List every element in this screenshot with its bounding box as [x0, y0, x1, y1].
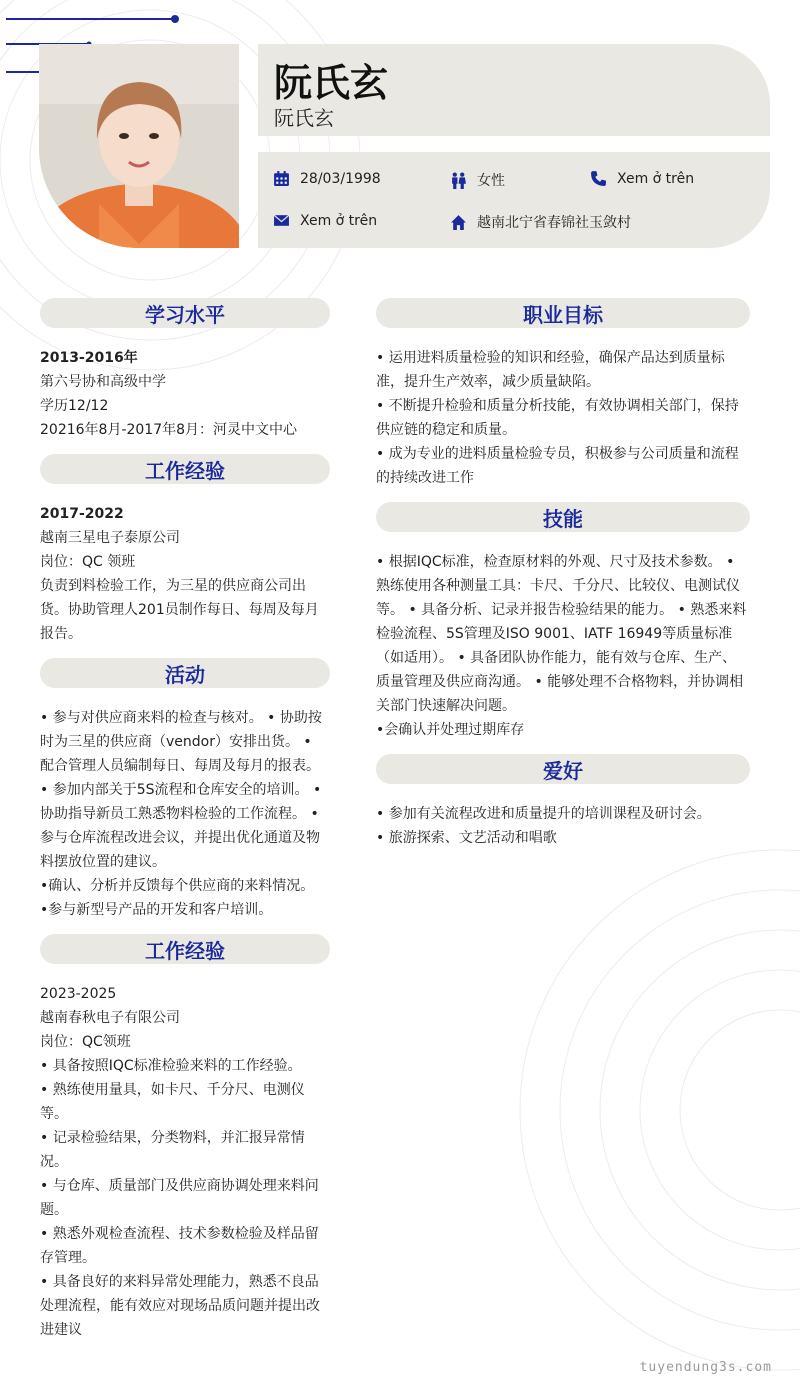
- contact-info: [258, 152, 770, 248]
- work-2-line: 岗位：QC领班: [40, 1034, 131, 1050]
- section-title-work-1: 工作经验: [40, 454, 330, 484]
- skills-section: [376, 502, 750, 742]
- work-experience-section-1: [40, 454, 330, 646]
- education-period: 2013-2016年: [40, 350, 138, 366]
- work-2-line: • 具备按照IQC标准检验来料的工作经验。: [40, 1058, 302, 1074]
- skills-line: •会确认并处理过期库存: [376, 722, 525, 738]
- work-2-line: • 熟悉外观检查流程、技术参数检验及样品留存管理。: [40, 1226, 319, 1266]
- work-1-body: [40, 502, 330, 646]
- work-2-line: • 与仓库、质量部门及供应商协调处理来料问题。: [40, 1178, 319, 1218]
- objective-line: • 成为专业的进料质量检验专员，积极参与公司质量和流程的持续改进工作: [376, 446, 739, 486]
- work-2-line: • 记录检验结果，分类物料，并汇报异常情况。: [40, 1130, 305, 1170]
- info-birthdate: [273, 170, 381, 187]
- mail-icon: [273, 212, 290, 229]
- phone-icon: [590, 170, 607, 187]
- section-title-work-2: 工作经验: [40, 934, 330, 964]
- info-email: [273, 212, 377, 229]
- info-phone: [590, 170, 694, 187]
- skills-line: • 根据IQC标准，检查原材料的外观、尺寸及技术参数。 • 熟练使用各种测量工具：卡尺、千分尺、比较仪、电测试仪等。 • 具备分析、记录并报告检验结果的能力。 • 熟悉来料检验流程、5S管理及ISO 9001、IATF 16949等质量标准（如适用）。 • 具备团队协作能力，能有效与仓库、生产、质量管理及供应商沟通。 • 能够处理不合格物料，并协调相关部门快速解决问题。: [376, 554, 747, 714]
- objective-section: [376, 298, 750, 490]
- hobbies-body: [376, 802, 750, 850]
- full-name: 阮氏玄: [274, 61, 389, 105]
- hobbies-section: [376, 754, 750, 850]
- activities-line: • 参与对供应商来料的检查与核对。 • 协助按时为三星的供应商（vendor）安排出货。 • 配合管理人员编制每日、每周及每月的报表。 • 参加内部关于5S流程和仓库安全的培训。 • 协助指导新员工熟悉物料检验的工作流程。 • 参与仓库流程改进会议，并提出优化通道及物料摆放位置的建议。: [40, 710, 322, 870]
- activities-body: [40, 706, 330, 922]
- education-line: 20216年8月-2017年8月：河灵中文中心: [40, 422, 298, 438]
- info-address: [450, 212, 631, 232]
- hobbies-line: • 参加有关流程改进和质量提升的培训课程及研讨会。: [376, 806, 711, 822]
- work-2-line: • 具备良好的来料异常处理能力，熟悉不良品处理流程，能有效应对现场品质问题并提出改进建议: [40, 1274, 320, 1338]
- section-title-education: 学习水平: [40, 298, 330, 328]
- objective-line: • 不断提升检验和质量分析技能，有效协调相关部门，保持供应链的稳定和质量。: [376, 398, 739, 438]
- work-1-line: 越南三星电子泰原公司: [40, 530, 180, 546]
- skills-body: [376, 550, 750, 742]
- work-1-period: 2017-2022: [40, 506, 124, 522]
- education-body: [40, 346, 330, 442]
- address-value: 越南北宁省春锦社玉敛村: [477, 215, 631, 231]
- email-value: Xem ở trên: [300, 212, 378, 229]
- section-title-objective: 职业目标: [376, 298, 750, 328]
- work-2-line: 越南春秋电子有限公司: [40, 1010, 180, 1026]
- work-1-line: 岗位：QC 领班: [40, 554, 136, 570]
- hobbies-line: • 旅游探索、文艺活动和唱歌: [376, 830, 557, 846]
- left-column: [40, 298, 330, 1354]
- watermark: tuyendung3s.com: [639, 1360, 772, 1375]
- calendar-icon: [273, 170, 290, 187]
- education-line: 第六号协和高级中学: [40, 374, 166, 390]
- name-subtitle: 阮氏玄: [274, 106, 334, 130]
- activities-line: •参与新型号产品的开发和客户培训。: [40, 902, 273, 918]
- birthdate-value: 28/03/1998: [300, 170, 381, 187]
- work-1-line: 负责到料检验工作，为三星的供应商公司出货。协助管理人201员制作每日、每周及每月报告。: [40, 578, 319, 642]
- profile-photo: [39, 44, 239, 248]
- education-line: 学历12/12: [40, 398, 109, 414]
- avatar: [39, 44, 239, 248]
- education-section: [40, 298, 330, 442]
- section-title-skills: 技能: [376, 502, 750, 532]
- activities-section: [40, 658, 330, 922]
- work-2-period: 2023-2025: [40, 986, 117, 1002]
- work-2-line: • 熟练使用量具，如卡尺、千分尺、电测仪等。: [40, 1082, 305, 1122]
- objective-body: [376, 346, 750, 490]
- phone-value: Xem ở trên: [617, 170, 695, 187]
- section-title-hobbies: 爱好: [376, 754, 750, 784]
- work-2-body: [40, 982, 330, 1342]
- activities-line: •确认、分析并反馈每个供应商的来料情况。: [40, 878, 315, 894]
- name-header: [258, 44, 770, 136]
- objective-line: • 运用进料质量检验的知识和经验，确保产品达到质量标准，提升生产效率，减少质量缺陷。: [376, 350, 725, 390]
- people-icon: [450, 172, 467, 189]
- work-experience-section-2: [40, 934, 330, 1342]
- info-gender: [450, 170, 505, 190]
- home-icon: [450, 214, 467, 231]
- section-title-activities: 活动: [40, 658, 330, 688]
- right-column: [376, 298, 750, 862]
- gender-value: 女性: [477, 173, 505, 189]
